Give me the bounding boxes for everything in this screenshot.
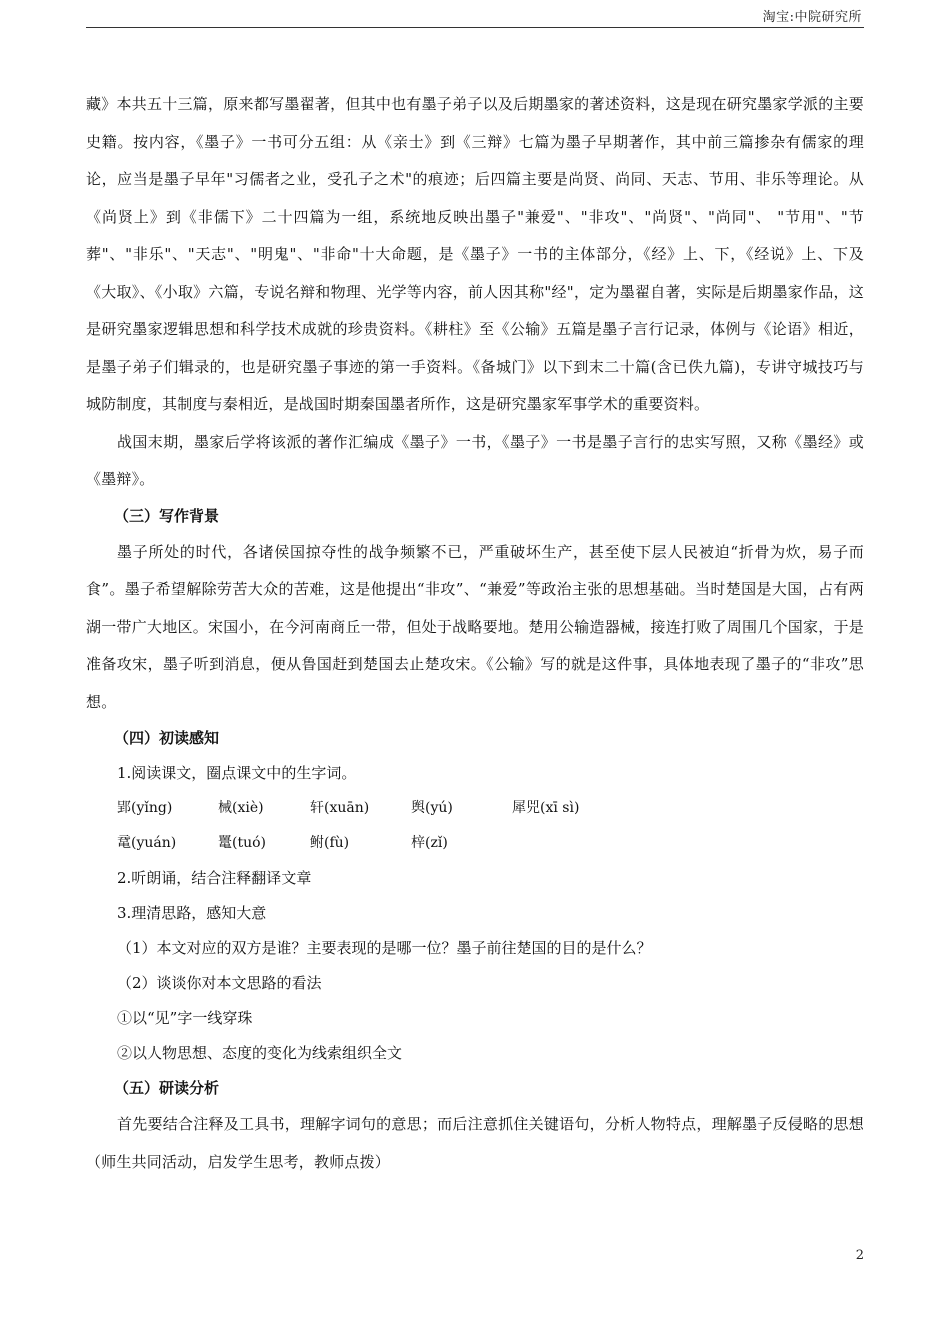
section-heading-background: （三）写作背景 <box>114 506 220 525</box>
section-heading-first-reading: （四）初读感知 <box>114 729 220 747</box>
paragraph-analysis: 首先要结合注释及工具书，理解字词句的意思；而后注意抓住关键语句，分析人物特点，理解墨子反侵略的思想（师生共同活动，启发学生思考，教师点拨） <box>86 1115 864 1171</box>
reading-step-3: 3.理清思路，感知大意 <box>117 904 267 922</box>
vocab-item: 郢(yǐng) <box>117 800 173 816</box>
header-text: 淘宝:中院研究所 <box>762 10 862 25</box>
page-number: 2 <box>855 1248 864 1263</box>
question-1: （1）本文对应的双方是谁？主要表现的是哪一位？墨子前往楚国的目的是什么？ <box>117 939 652 957</box>
section-heading-analysis: （五）研读分析 <box>114 1079 220 1097</box>
answer-2: ②以人物思想、态度的变化为线索组织全文 <box>117 1044 403 1062</box>
question-2: （2）谈谈你对本文思路的看法 <box>117 974 322 992</box>
paragraph-mozi-compilation: 战国末期，墨家后学将该派的著作汇编成《墨子》一书，《墨子》一书是墨子言行的忠实写照，又称《墨经》或《墨辩》。 <box>86 432 864 488</box>
reading-step-1: 1.阅读课文，圈点课文中的生字词。 <box>117 764 357 782</box>
page-header <box>86 0 864 28</box>
vocab-item: 梓(zǐ) <box>411 835 448 851</box>
vocab-item: 械(xiè) <box>218 800 264 816</box>
vocab-item: 犀兕(xī sì) <box>512 800 580 816</box>
vocab-item: 鲋(fù) <box>310 835 350 851</box>
vocab-item: 舆(yú) <box>411 800 453 816</box>
vocab-item: 轩(xuān) <box>310 800 370 816</box>
vocab-item: 鼋(yuán) <box>117 835 177 851</box>
vocab-row-1 <box>86 791 864 826</box>
paragraph-writing-background: 墨子所处的时代，各诸侯国掠夺性的战争频繁不已，严重破坏生产，甚至使下层人民被迫“折骨为炊，易子而食”。墨子希望解除劳苦大众的苦难，这是他提出“非攻”、“兼爱”等政治主张的思想基础。当时楚国是大国，占有两湖一带广大地区。宋国小，在今河南商丘一带，但处于战略要地。楚用公输造器械，接连打败了周围几个国家，于是准备攻宋，墨子听到消息，便从鲁国赶到楚国去止楚攻宋。《公输》写的就是这件事，具体地表现了墨子的“非攻”思想。 <box>86 542 864 711</box>
vocab-item: 鼍(tuó) <box>218 835 266 851</box>
paragraph-mozi-contents: 藏》本共五十三篇，原来都写墨翟著，但其中也有墨子弟子以及后期墨家的著述资料，这是现在研究墨家学派的主要史籍。按内容，《墨子》一书可分五组：从《亲士》到《三辩》七篇为墨子早期著作，其中前三篇掺杂有儒家的理论，应当是墨子早年"习儒者之业，受孔子之术"的痕迹；后四篇主要是尚贤、尚同、天志、节用、非乐等理论。从《尚贤上》到《非儒下》二十四篇为一组，系统地反映出墨子"兼爱"、"非攻"、"尚贤"、"尚同"、 "节用"、"节葬"、"非乐"、"天志"、"明鬼"、"非命"十大命题，是《墨子》一书的主体部分，《经》上、下，《经说》上、下及《大取》、《小取》六篇，专说名辩和物理、光学等内容，前人因其称"经"，定为墨翟自著，实际是后期墨家作品，这是研究墨家逻辑思想和科学技术成就的珍贵资料。《耕柱》至《公输》五篇是墨子言行记录，体例与《论语》相近，是墨子弟子们辑录的，也是研究墨子事迹的第一手资料。《备城门》以下到末二十篇(含已佚九篇)，专讲守城技巧与城防制度，其制度与秦相近，是战国时期秦国墨者所作，这是研究墨家军事学术的重要资料。 <box>86 95 864 413</box>
reading-step-2: 2.听朗诵，结合注释翻译文章 <box>117 869 312 887</box>
document-body <box>86 86 864 1181</box>
answer-1: ①以“见”字一线穿珠 <box>117 1009 253 1027</box>
vocab-row-2 <box>86 826 864 861</box>
